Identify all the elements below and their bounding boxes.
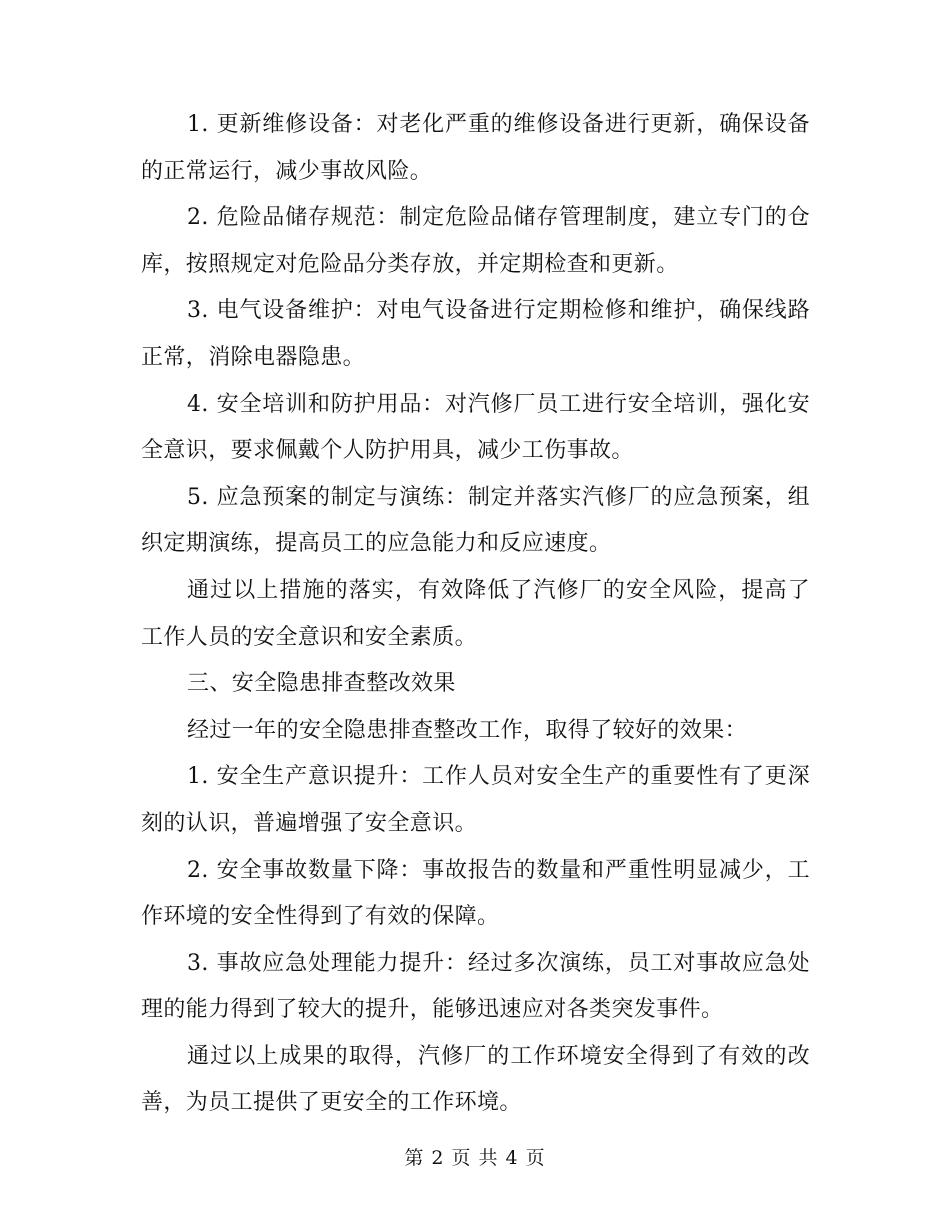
summary-paragraph-measures: 通过以上措施的落实，有效降低了汽修厂的安全风险，提高了工作人员的安全意识和安全素质。 [141,577,810,650]
list-item-accident-decrease: 2. 安全事故数量下降：事故报告的数量和严重性明显减少，工作环境的安全性得到了有效的保障。 [141,857,810,930]
list-item-electrical-maintenance: 3. 电气设备维护：对电气设备进行定期检修和维护，确保线路正常，消除电器隐患。 [141,298,810,370]
list-item-update-equipment: 1. 更新维修设备：对老化严重的维修设备进行更新，确保设备的正常运行，减少事故风险。 [141,112,810,184]
document-body [141,102,810,1127]
section-heading-results: 三、安全隐患排查整改效果 [187,671,456,697]
list-item-awareness: 1. 安全生产意识提升：工作人员对安全生产的重要性有了更深刻的认识，普遍增强了安全意识。 [141,764,810,836]
list-item-hazardous-storage: 2. 危险品储存规范：制定危险品储存管理制度，建立专门的仓库，按照规定对危险品分类存放，并定期检查和更新。 [141,205,810,277]
list-item-safety-training: 4. 安全培训和防护用品：对汽修厂员工进行安全培训，强化安全意识，要求佩戴个人防护用具，减少工伤事故。 [141,391,810,464]
list-item-emergency-plan: 5. 应急预案的制定与演练：制定并落实汽修厂的应急预案，组织定期演练，提高员工的应急能力和反应速度。 [141,484,810,557]
list-item-emergency-capability: 3. 事故应急处理能力提升：经过多次演练，员工对事故应急处理的能力得到了较大的提升，能够迅速应对各类突发事件。 [141,950,810,1023]
intro-paragraph-results: 经过一年的安全隐患排查整改工作，取得了较好的效果： [187,717,748,743]
page-number-footer: 第 2 页 共 4 页 [404,1147,546,1169]
summary-paragraph-results: 通过以上成果的取得，汽修厂的工作环境安全得到了有效的改善，为员工提供了更安全的工作环境。 [141,1043,810,1116]
